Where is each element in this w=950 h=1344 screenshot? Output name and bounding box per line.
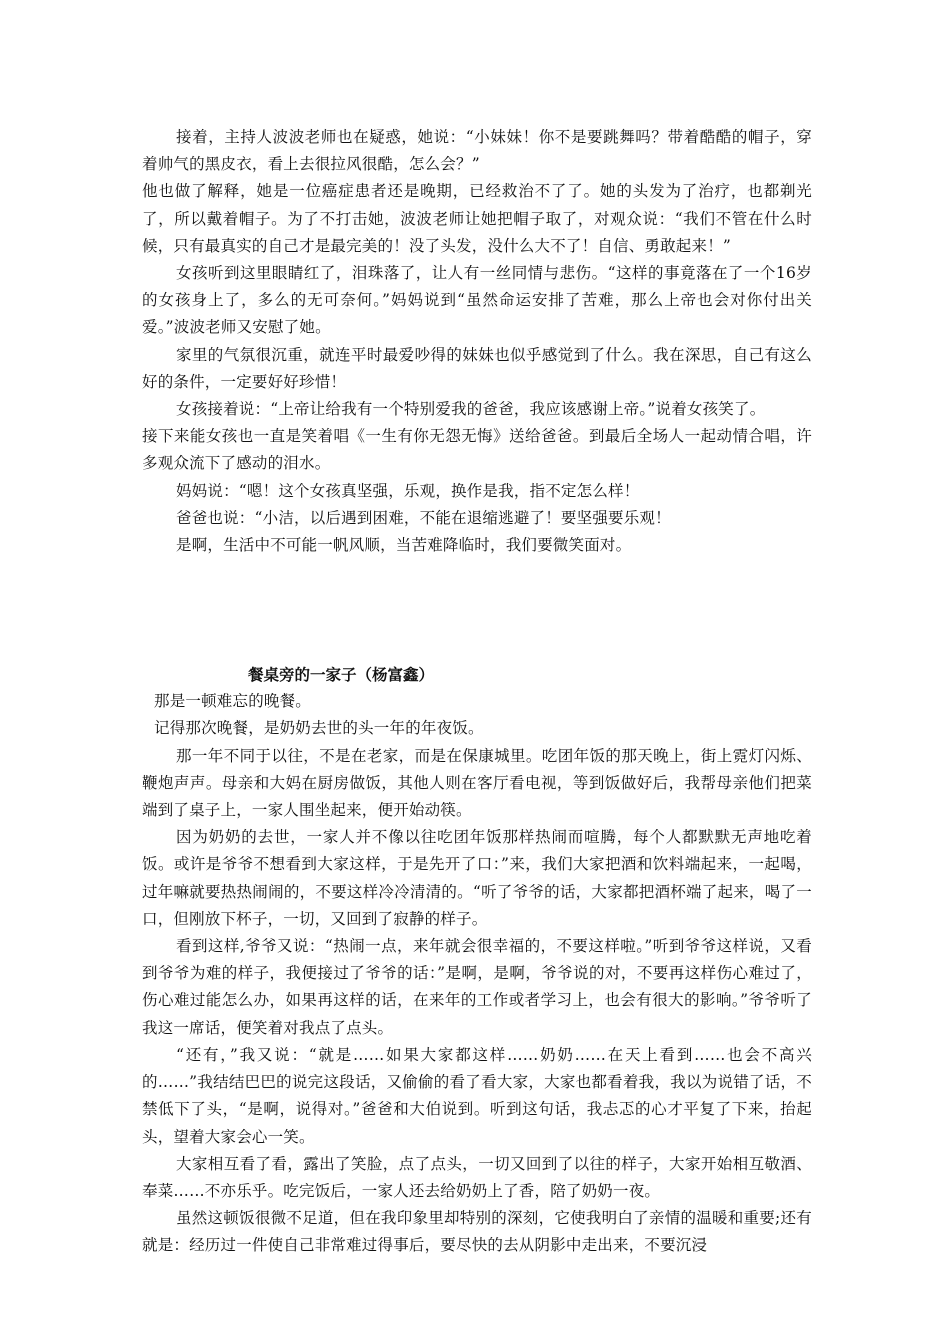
document-page xyxy=(142,124,812,1260)
essay-title: 餐桌旁的一家子（杨富鑫） xyxy=(248,665,435,685)
paragraph: 那一年不同于以往，不是在老家，而是在保康城里。吃团年饭的那天晚上，街上霓灯闪烁、鞭炮声声。母亲和大妈在厨房做饭，其他人则在客厅看电视，等到饭做好后，我帮母亲他们把菜端到了桌子上，一家人围坐起来，便开始动筷。 xyxy=(142,746,812,820)
paragraph: 家里的气氛很沉重，就连平时最爱吵得的妹妹也似乎感觉到了什么。我在深思，自己有这么好的条件，一定要好好珍惜！ xyxy=(142,345,812,391)
paragraph: 女孩接着说：“上帝让给我有一个特别爱我的爸爸，我应该感谢上帝。”说着女孩笑了。 xyxy=(176,400,766,419)
paragraph: 接着，主持人波波老师也在疑惑，她说：“小妹妹！你不是要跳舞吗？带着酷酷的帽子，穿着帅气的黑皮衣，看上去很拉风很酷，怎么会？” xyxy=(142,128,812,174)
paragraph: 虽然这顿饭很微不足道，但在我印象里却特别的深刻，它使我明白了亲情的温暖和重要;还有就是：经历过一件使自己非常难过得事后，要尽快的去从阴影中走出来，不要沉浸 xyxy=(142,1209,812,1255)
paragraph: 他也做了解释，她是一位癌症患者还是晚期，已经救治不了了。她的头发为了治疗，也都剃光了，所以戴着帽子。为了不打击她，波波老师让她把帽子取了，对观众说：“我们不管在什么时候，只有最真实的自己才是最完美的！没了头发，没什么大不了！自信、勇敢起来！” xyxy=(142,182,812,255)
paragraph: 因为奶奶的去世，一家人并不像以往吃团年饭那样热闹而喧腾，每个人都默默无声地吃着饭。或许是爷爷不想看到大家这样，于是先开了口：”来，我们大家把酒和饮料端起来，一起喝，过年嘛就要热热闹闹的，不要这样冷冷清清的。“听了爷爷的话，大家都把酒杯端了起来，喝了一口，但刚放下杯子，一切，又回到了寂静的样子。 xyxy=(142,828,812,928)
paragraph: “还有，”我又说：“就是……如果大家都这样……奶奶……在天上看到……也会不高兴的……”我结结巴巴的说完这段话，又偷偷的看了看大家，大家也都看着我，我以为说错了话，不禁低下了头，“是啊，说得对。”爸爸和大伯说到。听到这句话，我忐忑的心才平复了下来，抬起头，望着大家会心一笑。 xyxy=(142,1045,812,1146)
section-spacer xyxy=(142,559,812,662)
paragraph: 接下来能女孩也一直是笑着唱《一生有你无怨无悔》送给爸爸。到最后全场人一起动情合唱，许多观众流下了感动的泪水。 xyxy=(142,427,812,473)
paragraph: 爸爸也说：“小洁，以后遇到困难，不能在退缩逃避了！要坚强要乐观！ xyxy=(176,508,671,527)
paragraph: 那是一顿难忘的晚餐。 xyxy=(154,692,312,711)
paragraph: 妈妈说：“嗯！这个女孩真坚强，乐观，换作是我，指不定怎么样！ xyxy=(176,481,640,500)
paragraph: 看到这样,爷爷又说：“热闹一点，来年就会很幸福的，不要这样啦。”听到爷爷这样说，又看到爷爷为难的样子，我便接过了爷爷的话：”是啊，是啊，爷爷说的对，不要再这样伤心难过了，伤心难过能怎么办，如果再这样的话，在来年的工作或者学习上，也会有很大的影响。”爷爷听了我这一席话，便笑着对我点了点头。 xyxy=(142,937,812,1037)
paragraph: 记得那次晚餐，是奶奶去世的头一年的年夜饭。 xyxy=(154,719,484,738)
paragraph: 女孩听到这里眼睛红了，泪珠落了，让人有一丝同情与悲伤。“这样的事竟落在了一个16岁的女孩身上了，多么的无可奈何。”妈妈说到“虽然命运安排了苦难，那么上帝也会对你付出关爱。”波波老师又安慰了她。 xyxy=(142,264,812,337)
paragraph: 是啊，生活中不可能一帆风顺，当苦难降临时，我们要微笑面对。 xyxy=(176,536,632,555)
paragraph: 大家相互看了看，露出了笑脸，点了点头，一切又回到了以往的样子，大家开始相互敬酒、奉菜……不亦乐乎。吃完饭后，一家人还去给奶奶上了香，陪了奶奶一夜。 xyxy=(142,1154,812,1200)
story-one xyxy=(142,124,812,559)
story-two xyxy=(142,662,812,1259)
